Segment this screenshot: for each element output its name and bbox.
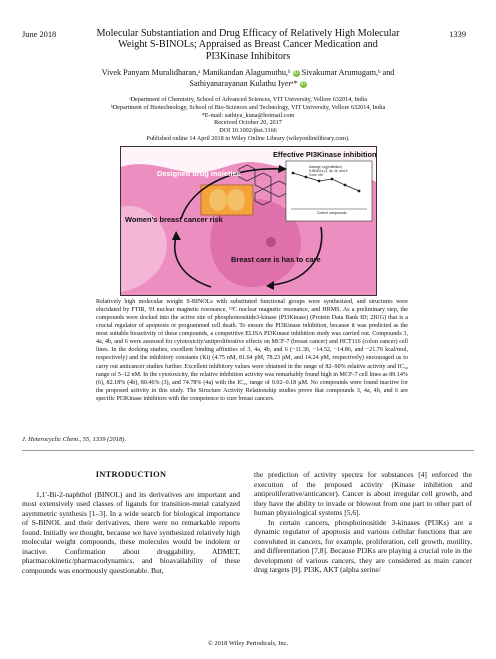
journal-citation [22,436,126,443]
section-divider [22,450,474,451]
title-line: Molecular Substantiation and Drug Efficacy of Relatively High Molecular [96,28,400,39]
tumor-lobe [227,189,245,211]
body-paragraph: 1,1′-Bi-2-naphthol (BINOL) and its derivatives are important and most extensively used classes of ligands for transition-metal catalyzed asymmetric synthesis [1–3]. In a wide search for biological importance of S-BINOL and their derivatives, there were no remarkable reports found. Initially we thought, because we have synthesized relatively high molecular weight compounds, these molecules would be indolent or inactive. Confirmation about druggability, ADMET, pharmacokinetic/pharmacodynamics, and bioavailability of these compounds was enormously questionable. But, [22,489,240,575]
label-risk: Women's breast cancer risk [125,215,223,224]
issue-date: June 2018 [22,30,57,39]
abstract [96,298,408,403]
introduction-heading: INTRODUCTION [95,470,167,479]
inset-legend [309,165,347,177]
graphical-abstract [120,146,377,296]
author-list [60,68,436,89]
orcid-icon[interactable]: iD [300,80,306,87]
nipple-shape [266,237,276,247]
label-care: Breast care is has to care [231,255,321,264]
author-text: Sathiyanarayanan Kulathu Iyerᵃ* [189,78,298,88]
author-text: Sivakumar Arumugam,ᵇ and [301,68,395,77]
label-inhibition: Effective PI3Kinase inhibition [273,150,377,159]
journal-citation-text: J. Heterocyclic Chem., 55, 1339 (2018). [22,436,127,443]
body-paragraph: In certain cancers, phosphoinositide 3-kinases (PI3Ks) are a dynamic regulator of apoptosis and various cellular functions that are convoluted in cancers, for example, proliferation, cell growth, motility, and differentiation [7,8]. Because PI3Ks are playing a crucial role in the development of various cancers, they are considered as main cancer drug targets [9]. PI3K, AKT (alpha serine/ [254,517,472,575]
tumor-lobe [209,189,227,211]
doi-line[interactable]: DOI 10.1002/jhet.3166 [219,127,277,135]
orcid-icon[interactable]: iD [293,70,299,76]
label-designed: Designed drug moieties [157,169,241,178]
legend-line: S-BINOLs (3, 4a, 4b, and 6 [309,169,348,173]
page-number: 1339 [449,30,466,39]
affiliations [60,96,436,143]
affiliation-line: ᵇDepartment of Biotechnology, School of Bio-Sciences and Technology, VIT University, Vellore 632014, India [110,103,386,111]
affiliation-line: ᵃDepartment of Chemistry, School of Advanced Sciences, VIT University, Vellore 632014, India [128,96,368,103]
author-text: Vivek Panyam Muralidharan,ᵃ Manikandan Alagumuthu,ᵇ [101,68,291,77]
right-column [254,470,472,575]
body-paragraph: the prediction of activity spectra for substances [4] enforced the execution of the proposed activity (Kinase inhibition and antiproliferative/anticancer). Cancer is about irregular cell growth, and they have the ability to invade or blowout from one part to other part of human physiological systems [5,6]. [254,470,472,518]
email-line[interactable]: *E-mail: sathiya_kuna@hotmail.com [201,111,295,119]
copyright-footer: © 2018 Wiley Periodicals, Inc. [207,640,289,647]
published-line: Published online 14 April 2018 in Wiley Online Library (wileyonlinelibrary.com). [146,134,350,142]
title-line: PI3Kinase Inhibitors [205,50,291,62]
inset-axis-label: Control compounds [317,211,347,215]
left-column [22,470,240,575]
article-title [80,28,416,62]
legend-line: Conc. nM [309,173,323,177]
legend-line: Average Log(Inhibition) [309,165,342,169]
title-line: Weight S-BINOLs; Appraised as Breast Cancer Medication and [118,39,378,51]
abstract-paragraph: Relatively high molecular weight S-BINOLs with substituted functional groups were synthesized, and structures were elucidated by FTIR, ¹H nuclear magnetic resonance, ¹³C nuclear magnetic resonance, and HRMS. As a preliminary step, the compounds were docked into the active site of phosphoinositide3-kinase (PI3Kinase) (Protein Data Bank ID; 2IUG) that is a crucial regulator of apoptosis or programmed cell death. To ensure the PI3Kinase inhibition, because it was predicted as the most suitable bioactivity of these compounds, a competitive ELISA PI3Kinase inhibition study was carried out. Compounds 3, 4a, 4b, and 6 were assessed for cytotoxicity/antiproliferative effects on MCF-7 (breast cancer) and HCT116 (colon cancer) cell lines. In the docking studies, excellent binding affinities of 3, 4a, 4b, and 6 (−11.36, −14.52, −14.86, and −21.76 kcal/mol, respectively) and the inhibitory constants (Ki) (4.75 nM, 81.64 pM, 78.23 pM, and 14.24 pM, respectively) encouraged us to carry out anticancer studies further. Excellent inhibitory values were obtained in the range of 82–90% relative activity and IC₅₀ range of 5–12 nM. In the cytotoxicity, the relative inhibition activity was remarkably found high in MCF-7 cell lines as 89.14% (6), 82.18% (4b), 80.46% (3), and 74.78% (4a) with the IC₅₀ range of 0.02–0.18 µM. No compounds were found inactive for the proposed activity in this study. The Structure Activity Relationship studies prove that compounds 3, 4a, 4b, and 6 are specific PI3Kinase inhibitors with the competence to cure breast cancers. [96,299,408,402]
received-date: Received October 20, 2017 [214,119,282,127]
